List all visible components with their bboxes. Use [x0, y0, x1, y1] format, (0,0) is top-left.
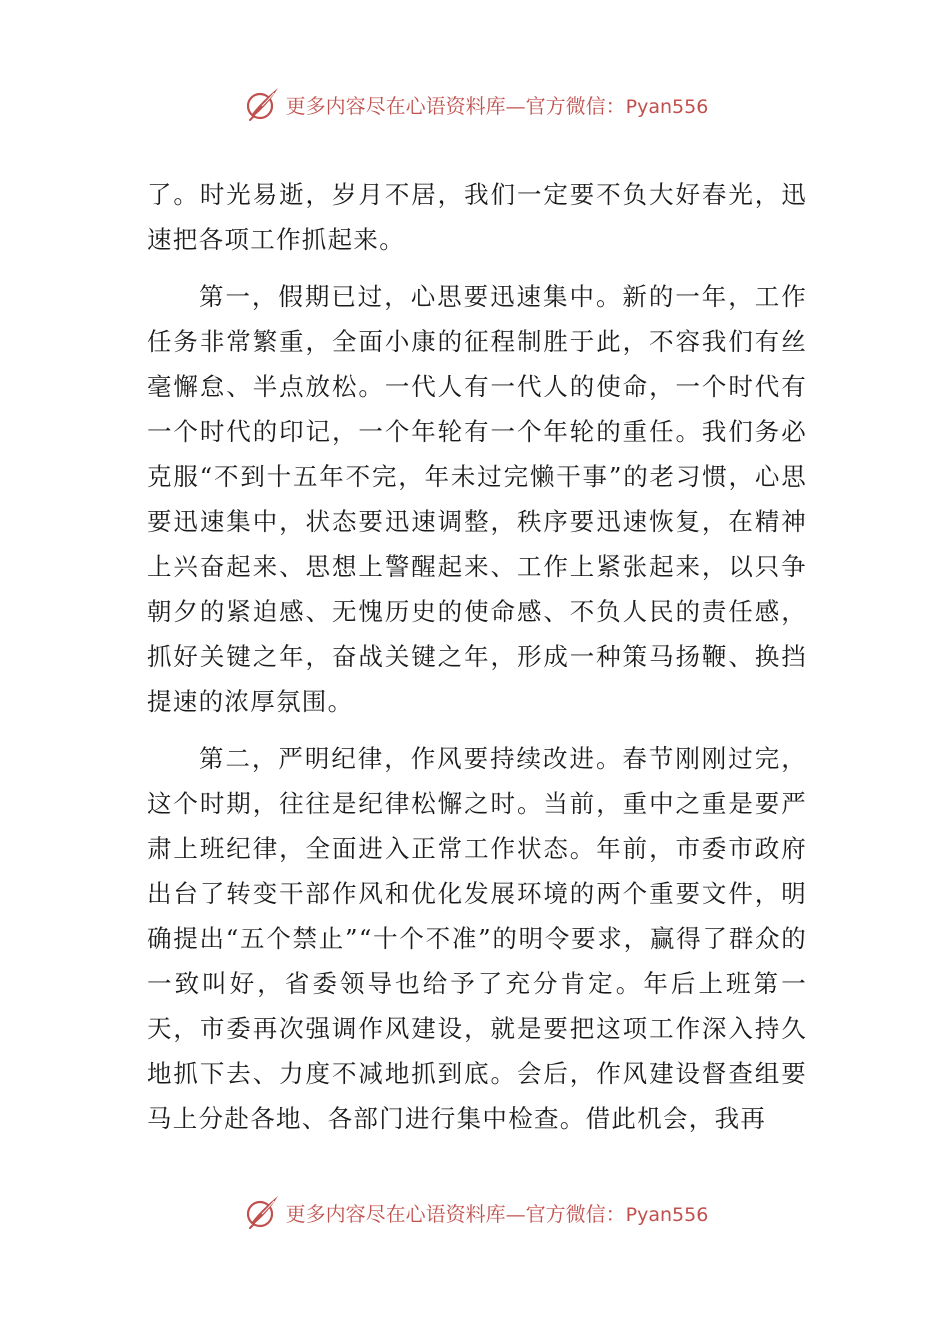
- header-separator: —: [505, 93, 526, 118]
- quill-pen-logo-icon: [242, 1192, 282, 1232]
- document-body: [147, 172, 807, 1141]
- paragraph-continuation: 了。时光易逝，岁月不居，我们一定要不负大好春光，迅速把各项工作抓起来。: [147, 180, 807, 254]
- header-wechat-label: 官方微信：: [525, 93, 626, 118]
- footer-banner: [0, 1192, 950, 1232]
- header-wechat-id: Pyan556: [625, 95, 709, 118]
- quill-pen-logo-icon: [242, 84, 282, 124]
- footer-wechat-id: Pyan556: [625, 1203, 709, 1226]
- paragraph-first-point: 第一，假期已过，心思要迅速集中。新的一年，工作任务非常繁重，全面小康的征程制胜于此，不容我们有丝毫懈怠、半点放松。一代人有一代人的使命，一个时代有一个时代的印记，一个年轮有一个年轮的重任。我们务必克服“不到十五年不完，年未过完懒干事”的老习惯，心思要迅速集中，状态要迅速调整，秩序要迅速恢复，在精神上兴奋起来、思想上警醒起来、工作上紧张起来，以只争朝夕的紧迫感、无愧历史的使命感、不负人民的责任感，抓好关键之年，奋战关键之年，形成一种策马扬鞭、换挡提速的浓厚氛围。: [147, 282, 807, 716]
- header-brand-text: 更多内容尽在心语资料库: [285, 93, 506, 118]
- header-banner: [0, 84, 950, 124]
- footer-wechat-label: 官方微信：: [525, 1201, 626, 1226]
- footer-banner-text: [286, 1198, 709, 1227]
- footer-brand-text: 更多内容尽在心语资料库: [285, 1201, 506, 1226]
- paragraph-second-point: 第二，严明纪律，作风要持续改进。春节刚刚过完，这个时期，往往是纪律松懈之时。当前，重中之重是要严肃上班纪律，全面进入正常工作状态。年前，市委市政府出台了转变干部作风和优化发展环境的两个重要文件，明确提出“五个禁止”“十个不准”的明令要求，赢得了群众的一致叫好，省委领导也给予了充分肯定。年后上班第一天，市委再次强调作风建设，就是要把这项工作深入持久地抓下去、力度不减地抓到底。会后，作风建设督查组要马上分赴各地、各部门进行集中检查。借此机会，我再: [147, 744, 807, 1133]
- header-banner-text: [286, 90, 709, 119]
- footer-separator: —: [505, 1201, 526, 1226]
